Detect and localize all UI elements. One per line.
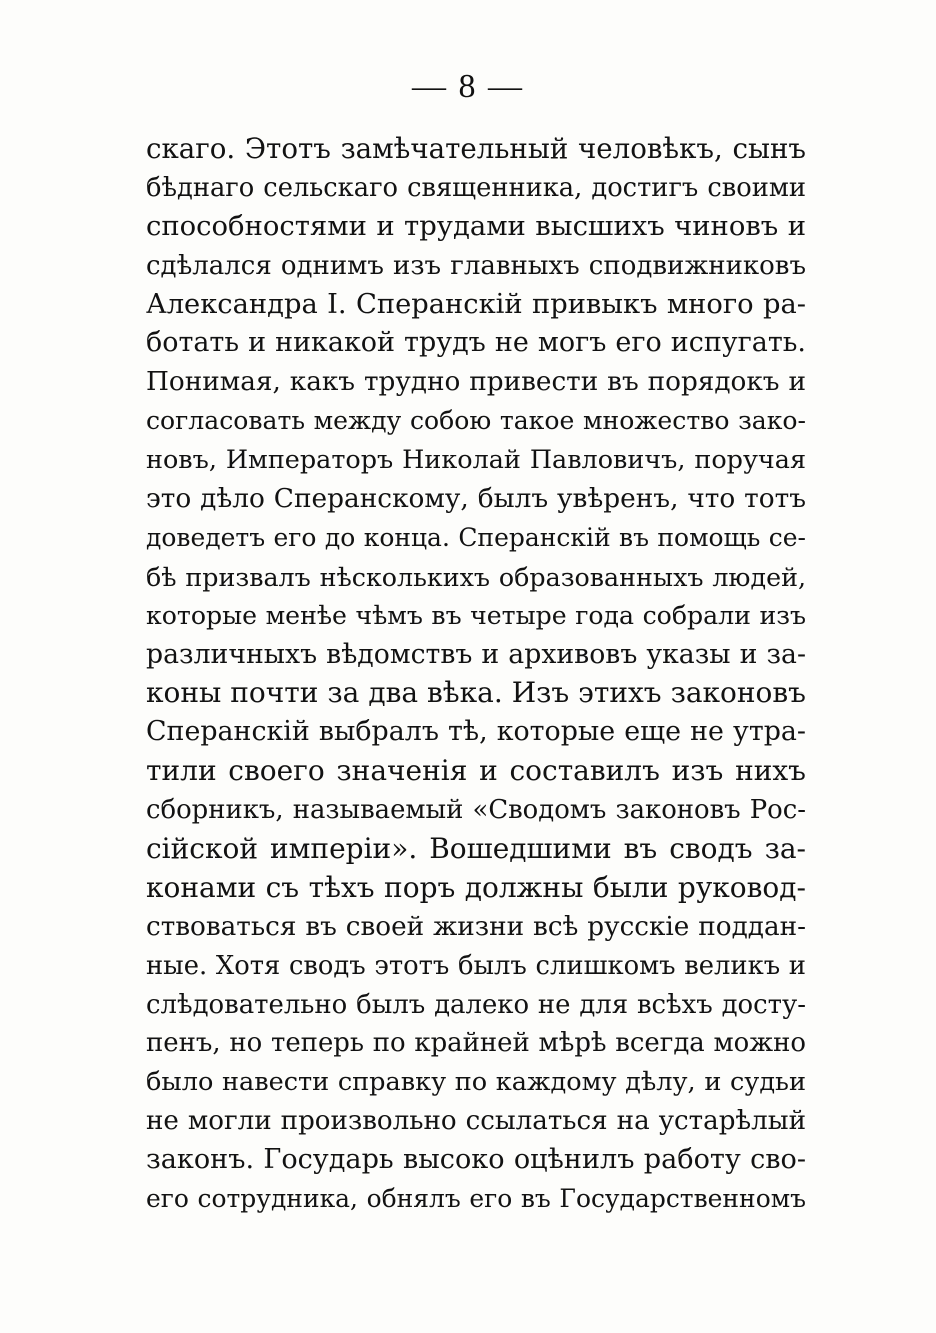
text-line: скаго. Этотъ замѣчательный человѣкъ, сынъ bbox=[146, 132, 806, 165]
text-line: согласовать между собою такое множество зако- bbox=[146, 406, 806, 436]
text-line: это дѣло Сперанскому, былъ увѣренъ, что тотъ bbox=[146, 484, 806, 515]
text-line: способностями и трудами высшихъ чиновъ и bbox=[146, 210, 806, 242]
text-line: сійской имперіи». Вошедшими въ сводъ за- bbox=[146, 832, 806, 866]
text-line: законъ. Государь высоко оцѣнилъ работу сво- bbox=[146, 1144, 806, 1176]
text-line: бѣ призвалъ нѣсколькихъ образованныхъ людей, bbox=[146, 561, 806, 592]
text-line: ные. Хотя сводъ этотъ былъ слишкомъ великъ и bbox=[146, 950, 806, 981]
text-line: Сперанскій выбралъ тѣ, которые еще не утра- bbox=[146, 716, 806, 748]
text-line: Понимая, какъ трудно привести въ порядокъ и bbox=[146, 367, 806, 398]
text-line: ствоваться въ своей жизни всѣ русскіе поддан- bbox=[146, 911, 806, 942]
text-line: различныхъ вѣдомствъ и архивовъ указы и за- bbox=[146, 638, 806, 670]
text-line: сборникъ, называемый «Сводомъ законовъ Рос- bbox=[146, 795, 806, 826]
page-number: — 8 — bbox=[412, 68, 524, 105]
text-line: коны почти за два вѣка. Изъ этихъ законовъ bbox=[146, 676, 806, 710]
body-text bbox=[146, 130, 806, 1219]
text-line: которые менѣе чѣмъ въ четыре года собрали изъ bbox=[146, 600, 806, 630]
text-line: не могли произвольно ссылаться на устарѣлый bbox=[146, 1106, 806, 1137]
text-line: бѣднаго сельскаго священника, достигъ своими bbox=[146, 172, 806, 203]
text-line: доведетъ его до конца. Сперанскій въ помощь се- bbox=[146, 522, 806, 552]
text-line: конами съ тѣхъ поръ должны были руковод- bbox=[146, 870, 806, 904]
text-line: тили своего значенія и составилъ изъ нихъ bbox=[146, 754, 806, 788]
text-line: Александра I. Сперанскій привыкъ много ра- bbox=[146, 288, 806, 320]
text-line: пенъ, но теперь по крайней мѣрѣ всегда можно bbox=[146, 1028, 806, 1059]
text-line: новъ, Императоръ Николай Павловичъ, поручая bbox=[146, 445, 806, 476]
text-line: слѣдовательно былъ далеко не для всѣхъ досту- bbox=[146, 989, 806, 1020]
text-line: было навести справку по каждому дѣлу, и судьи bbox=[146, 1067, 806, 1098]
text-line: сдѣлался однимъ изъ главныхъ сподвижниковъ bbox=[146, 250, 806, 281]
text-line: его сотрудника, обнялъ его въ Государственномъ bbox=[146, 1184, 806, 1214]
text-line: ботать и никакой трудъ не могъ его испугать. bbox=[146, 327, 806, 359]
